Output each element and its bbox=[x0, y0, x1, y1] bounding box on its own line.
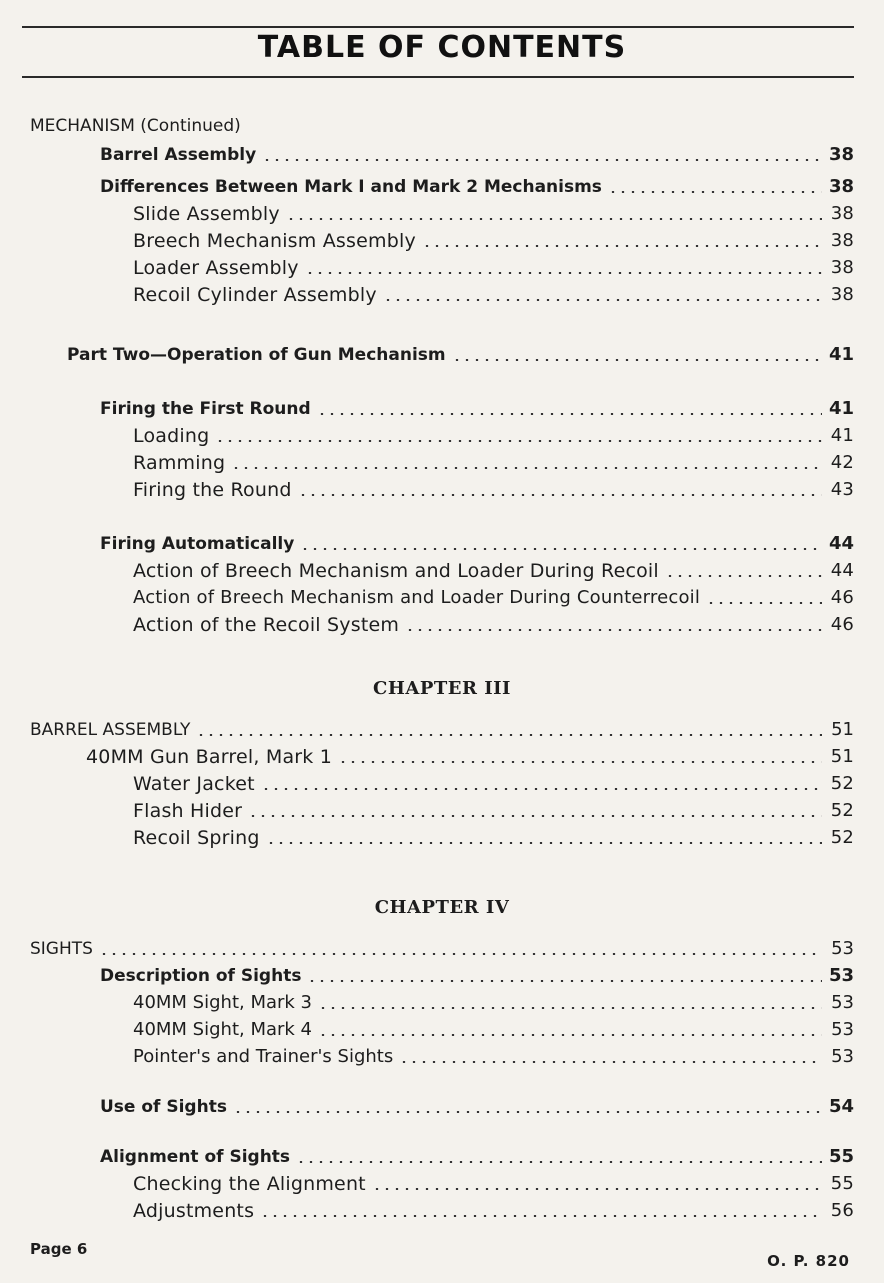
top-rule bbox=[22, 26, 854, 28]
dot-leader bbox=[99, 953, 822, 955]
dot-leader bbox=[231, 467, 822, 469]
entry-page: 53 bbox=[828, 965, 854, 986]
entry-page: 38 bbox=[828, 176, 854, 197]
toc-entry[interactable] bbox=[100, 394, 854, 420]
title-underline bbox=[22, 76, 854, 78]
dot-leader bbox=[266, 842, 822, 844]
dot-leader bbox=[338, 761, 822, 763]
entry-label: 40MM Gun Barrel, Mark 1 bbox=[86, 746, 333, 768]
entry-label: Use of Sights bbox=[100, 1097, 227, 1117]
toc-entry[interactable] bbox=[133, 556, 854, 582]
dot-leader bbox=[318, 1034, 822, 1036]
entry-label: Description of Sights bbox=[100, 966, 302, 986]
entry-label: Recoil Cylinder Assembly bbox=[133, 284, 377, 306]
toc-entry[interactable] bbox=[133, 226, 854, 252]
entry-label: Loader Assembly bbox=[133, 257, 299, 279]
entry-label: Ramming bbox=[133, 452, 226, 474]
toc-entry[interactable] bbox=[133, 1196, 854, 1222]
entry-page: 38 bbox=[830, 230, 854, 251]
toc-entry[interactable] bbox=[100, 1142, 854, 1168]
toc-entry[interactable] bbox=[133, 280, 854, 306]
toc-entry[interactable] bbox=[133, 1169, 854, 1195]
entry-page: 53 bbox=[831, 992, 854, 1013]
dot-leader bbox=[262, 159, 822, 161]
entry-label: BARREL ASSEMBLY bbox=[30, 720, 191, 740]
toc-entry[interactable] bbox=[100, 529, 854, 555]
entry-page: 54 bbox=[828, 1096, 854, 1117]
entry-label: Part Two—Operation of Gun Mechanism bbox=[67, 345, 446, 365]
toc-entry[interactable] bbox=[133, 769, 854, 795]
entry-label: Recoil Spring bbox=[133, 827, 260, 849]
entry-page: 38 bbox=[830, 203, 854, 224]
dot-leader bbox=[300, 548, 822, 550]
entry-label: Checking the Alignment bbox=[133, 1173, 366, 1195]
entry-page: 44 bbox=[830, 560, 854, 581]
entry-label: Adjustments bbox=[133, 1200, 255, 1222]
dot-leader bbox=[383, 299, 822, 301]
dot-leader bbox=[317, 413, 822, 415]
entry-page: 43 bbox=[830, 479, 854, 500]
toc-entry[interactable] bbox=[133, 988, 854, 1014]
entry-label: Water Jacket bbox=[133, 773, 255, 795]
chapter-heading: CHAPTER IV bbox=[374, 897, 510, 918]
toc-entry[interactable] bbox=[133, 253, 854, 279]
dot-leader bbox=[215, 440, 822, 442]
dot-leader bbox=[298, 494, 822, 496]
entry-label: Firing the First Round bbox=[100, 399, 311, 419]
entry-page: 38 bbox=[828, 144, 854, 165]
entry-page: 46 bbox=[830, 587, 854, 608]
toc-entry[interactable] bbox=[100, 140, 854, 166]
toc-entry[interactable] bbox=[133, 421, 854, 447]
dot-leader bbox=[260, 1215, 822, 1217]
toc-entry[interactable] bbox=[133, 199, 854, 225]
entry-page: 46 bbox=[830, 614, 854, 635]
toc-entry[interactable] bbox=[100, 961, 854, 987]
entry-label: SIGHTS bbox=[30, 939, 93, 959]
toc-entry[interactable] bbox=[133, 448, 854, 474]
page-title: TABLE OF CONTENTS bbox=[257, 30, 627, 65]
entry-page: 52 bbox=[830, 800, 854, 821]
toc-entry[interactable] bbox=[100, 1092, 854, 1118]
toc-entry[interactable] bbox=[133, 823, 854, 849]
entry-page: 52 bbox=[830, 827, 854, 848]
dot-leader bbox=[307, 980, 822, 982]
dot-leader bbox=[422, 245, 822, 247]
dot-leader bbox=[405, 629, 822, 631]
dot-leader bbox=[608, 191, 822, 193]
entry-page: 53 bbox=[831, 1046, 854, 1067]
toc-entry[interactable] bbox=[133, 610, 854, 636]
entry-page: 55 bbox=[828, 1146, 854, 1167]
entry-label: Action of Breech Mechanism and Loader During Recoil bbox=[133, 560, 659, 582]
toc-entry[interactable] bbox=[100, 172, 854, 198]
dot-leader bbox=[452, 359, 822, 361]
entry-label: Alignment of Sights bbox=[100, 1147, 291, 1167]
entry-page: 38 bbox=[830, 257, 854, 278]
section-heading: MECHANISM (Continued) bbox=[30, 116, 241, 136]
dot-leader bbox=[399, 1061, 822, 1063]
toc-entry[interactable] bbox=[133, 1015, 854, 1041]
dot-leader bbox=[372, 1188, 822, 1190]
entry-page: 42 bbox=[830, 452, 854, 473]
toc-entry[interactable] bbox=[133, 475, 854, 501]
chapter-heading: CHAPTER III bbox=[373, 678, 511, 699]
entry-label: Loading bbox=[133, 425, 210, 447]
dot-leader bbox=[305, 272, 822, 274]
toc-entry[interactable] bbox=[30, 934, 854, 960]
toc-entry[interactable] bbox=[133, 583, 854, 609]
dot-leader bbox=[248, 815, 822, 817]
entry-label: Flash Hider bbox=[133, 800, 243, 822]
entry-label: Differences Between Mark I and Mark 2 Mechanisms bbox=[100, 177, 602, 197]
entry-page: 41 bbox=[828, 344, 854, 365]
entry-label: Action of Breech Mechanism and Loader During Counterrecoil bbox=[133, 587, 701, 608]
entry-page: 51 bbox=[831, 719, 854, 740]
entry-label: Slide Assembly bbox=[133, 203, 280, 225]
entry-page: 52 bbox=[830, 773, 854, 794]
dot-leader bbox=[665, 575, 822, 577]
entry-page: 56 bbox=[830, 1200, 854, 1221]
entry-label: 40MM Sight, Mark 3 bbox=[133, 992, 313, 1013]
entry-page: 38 bbox=[830, 284, 854, 305]
entry-page: 41 bbox=[828, 398, 854, 419]
entry-label: Barrel Assembly bbox=[100, 145, 257, 165]
entry-page: 51 bbox=[830, 746, 854, 767]
toc-entry[interactable] bbox=[30, 715, 854, 741]
toc-entry[interactable] bbox=[86, 742, 854, 768]
dot-leader bbox=[318, 1007, 822, 1009]
dot-leader bbox=[261, 788, 822, 790]
entry-label: Firing Automatically bbox=[100, 534, 295, 554]
entry-page: 53 bbox=[831, 938, 854, 959]
dot-leader bbox=[296, 1161, 822, 1163]
entry-label: Pointer's and Trainer's Sights bbox=[133, 1046, 394, 1067]
entry-label: 40MM Sight, Mark 4 bbox=[133, 1019, 313, 1040]
entry-page: 44 bbox=[828, 533, 854, 554]
entry-label: Action of the Recoil System bbox=[133, 614, 400, 636]
toc-entry[interactable] bbox=[133, 796, 854, 822]
toc-entry[interactable] bbox=[67, 340, 854, 366]
page-number: Page 6 bbox=[30, 1240, 88, 1258]
entry-page: 53 bbox=[831, 1019, 854, 1040]
entry-label: Firing the Round bbox=[133, 479, 292, 501]
dot-leader bbox=[286, 218, 822, 220]
entry-label: Breech Mechanism Assembly bbox=[133, 230, 416, 252]
dot-leader bbox=[196, 734, 822, 736]
dot-leader bbox=[706, 602, 822, 604]
entry-page: 55 bbox=[830, 1173, 854, 1194]
document-number: O. P. 820 bbox=[767, 1252, 850, 1270]
dot-leader bbox=[233, 1111, 822, 1113]
toc-entry[interactable] bbox=[133, 1042, 854, 1068]
entry-page: 41 bbox=[830, 425, 854, 446]
